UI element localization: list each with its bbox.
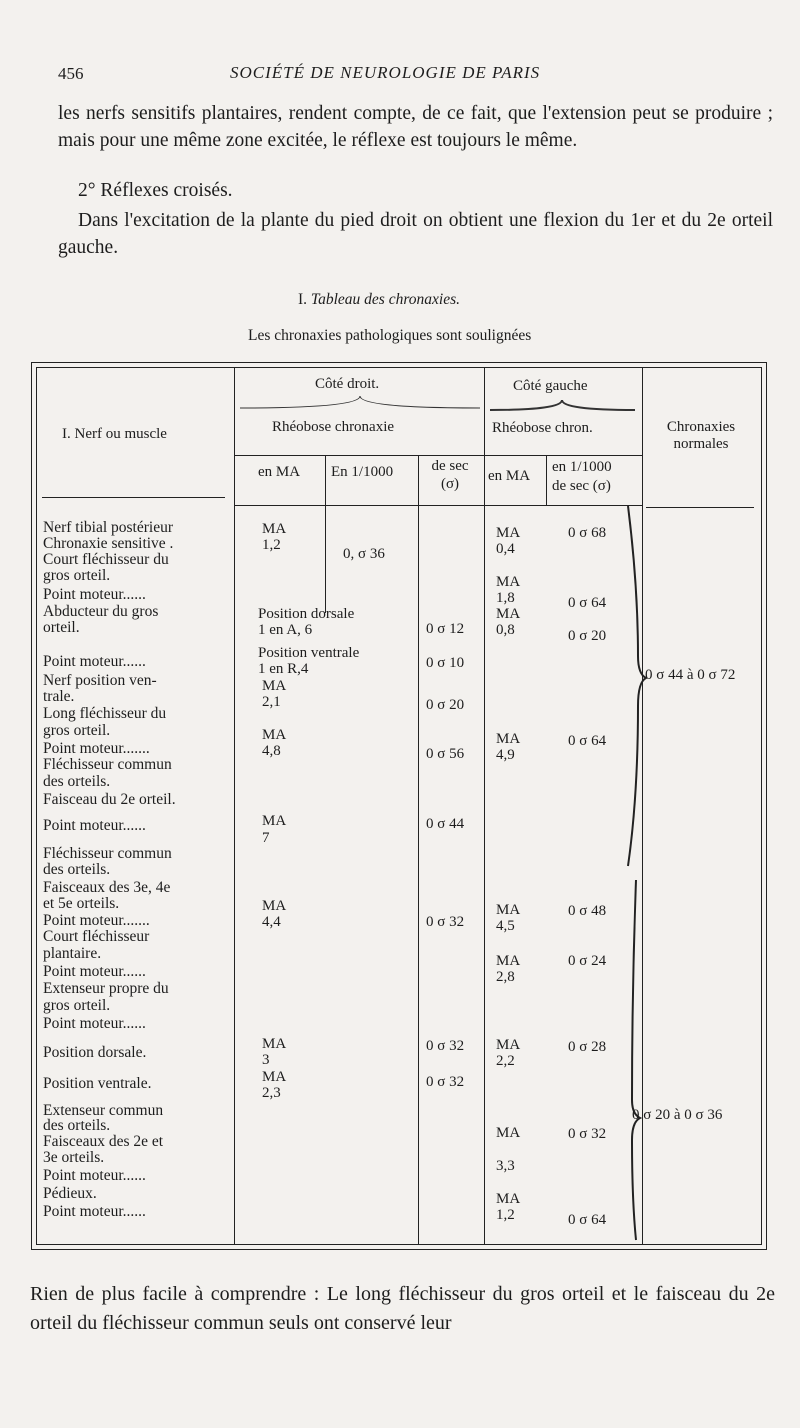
- header-rule: [234, 455, 642, 456]
- gauche-en1000-value: 0 σ 20: [568, 628, 607, 644]
- gauche-ma-value: 3,3: [496, 1158, 515, 1174]
- header-droit-en1000: En 1/1000: [331, 464, 394, 480]
- gauche-ma-value: MA: [496, 574, 521, 590]
- header-rule: [42, 497, 225, 498]
- gauche-ma-value: MA: [496, 953, 521, 969]
- section-heading-reflexes-croises: 2° Réflexes croisés.: [78, 180, 233, 201]
- header-normales: normales: [673, 436, 729, 452]
- droit-sec-value: 0 σ 10: [426, 655, 465, 671]
- muscle-label: Position dorsale.: [43, 1044, 147, 1061]
- header-droit-sec: de sec: [431, 458, 469, 474]
- droit-en1000-cell: 0, σ 36: [343, 546, 385, 562]
- droit-position-text: 1 en R,4: [258, 661, 309, 677]
- droit-ma-value: MA: [262, 521, 287, 537]
- gauche-ma-value: 0,4: [496, 541, 515, 557]
- muscle-label: 3e orteils.: [43, 1149, 105, 1166]
- gauche-ma-value: 2,8: [496, 969, 515, 985]
- muscle-label: gros orteil.: [43, 997, 111, 1014]
- droit-sec-value: 0 σ 32: [426, 914, 465, 930]
- brace-cote-gauche-icon: [490, 398, 635, 414]
- header-nerf-muscle: I. Nerf ou muscle: [62, 426, 167, 442]
- muscle-label: Faisceaux des 2e et: [43, 1133, 164, 1150]
- gauche-en1000-value: 0 σ 32: [568, 1126, 607, 1142]
- header-rheobose-droit: Rhéobose chronaxie: [272, 419, 395, 435]
- header-droit-ma: en MA: [258, 464, 301, 480]
- muscle-label: Court fléchisseur du: [43, 551, 169, 568]
- gauche-en1000-value: 0 σ 48: [568, 903, 607, 919]
- gauche-en1000-value: 0 σ 64: [568, 733, 607, 749]
- droit-ma-value: MA: [262, 1069, 287, 1085]
- header-gauche-en1000: en 1/1000: [552, 459, 612, 475]
- muscle-label: Extenseur propre du: [43, 980, 169, 997]
- gauche-ma-value: MA: [496, 1037, 521, 1053]
- brace-normales-1-icon: [626, 506, 648, 866]
- muscle-label: Point moteur......: [43, 1167, 146, 1184]
- header-droit-sigma: (σ): [440, 476, 460, 492]
- muscle-label: des orteils.: [43, 861, 111, 878]
- col-divider: [325, 455, 326, 613]
- header-cote-droit: Côté droit.: [315, 376, 380, 392]
- droit-ma-value: 2,1: [262, 694, 281, 710]
- table-title: Tableau des chronaxies.: [310, 291, 461, 308]
- muscle-label: Nerf tibial postérieur: [43, 519, 173, 536]
- gauche-ma-value: MA: [496, 1191, 521, 1207]
- droit-sec-value: 0 σ 20: [426, 697, 465, 713]
- gauche-ma-value: 1,2: [496, 1207, 515, 1223]
- page-number: 456: [58, 64, 84, 83]
- gauche-ma-value: MA: [496, 902, 521, 918]
- droit-ma-value: MA: [262, 1036, 287, 1052]
- gauche-en1000-value: 0 σ 64: [568, 1212, 607, 1228]
- gauche-ma-value: 4,5: [496, 918, 515, 934]
- muscle-label: Chronaxie sensitive .: [43, 535, 174, 552]
- droit-position-text: 1 en A, 6: [258, 622, 313, 638]
- footer-paragraph: Rien de plus facile à comprendre : Le long fléchisseur du gros orteil et le faisceau du 2e orteil du fléchisseur commun seuls ont conservé leur: [30, 1283, 775, 1334]
- muscle-label: Point moteur......: [43, 653, 146, 670]
- droit-ma-value: 1,2: [262, 537, 281, 553]
- muscle-label: Pédieux.: [43, 1185, 97, 1202]
- droit-ma-value: 2,3: [262, 1085, 281, 1101]
- droit-ma-value: 7: [262, 830, 270, 846]
- muscle-label: Point moteur......: [43, 817, 146, 834]
- muscle-label: Extenseur commun: [43, 1102, 164, 1119]
- muscle-label: Court fléchisseur: [43, 928, 150, 945]
- col-divider: [418, 455, 419, 1245]
- brace-normales-2-icon: [618, 880, 642, 1240]
- muscle-label: Faisceau du 2e orteil.: [43, 791, 176, 808]
- muscle-label: Faisceaux des 3e, 4e: [43, 879, 171, 896]
- gauche-ma-value: MA: [496, 731, 521, 747]
- droit-ma-value: MA: [262, 678, 287, 694]
- header-cote-gauche: Côté gauche: [513, 378, 588, 394]
- droit-position-text: Position dorsale: [258, 606, 355, 622]
- header-rule: [234, 505, 642, 506]
- droit-ma-value: MA: [262, 727, 287, 743]
- droit-sec-value: 0 σ 32: [426, 1038, 465, 1054]
- droit-position-text: Position ventrale: [258, 645, 360, 661]
- muscle-label: Point moteur......: [43, 1203, 146, 1220]
- header-gauche-de-sec: de sec (σ): [552, 478, 611, 494]
- muscle-label: Position ventrale.: [43, 1075, 152, 1092]
- gauche-ma-value: 2,2: [496, 1053, 515, 1069]
- muscle-label: trale.: [43, 688, 75, 705]
- muscle-label: Long fléchisseur du: [43, 705, 167, 722]
- normales-range-2: 0 σ 20 à 0 σ 36: [632, 1107, 723, 1123]
- muscle-label: Fléchisseur commun: [43, 845, 172, 862]
- droit-ma-value: MA: [262, 813, 287, 829]
- muscle-label: Fléchisseur commun: [43, 756, 172, 773]
- muscle-label: plantaire.: [43, 945, 102, 962]
- header-chronaxies: Chronaxies: [666, 419, 736, 435]
- normales-range-1: 0 σ 44 à 0 σ 72: [645, 667, 736, 683]
- table-subcaption: Les chronaxies pathologiques sont soulignées: [248, 327, 532, 344]
- paragraph-2: Dans l'excitation de la plante du pied droit on obtient une flexion du 1er et du 2e orteil gauche.: [58, 210, 773, 258]
- gauche-en1000-value: 0 σ 68: [568, 525, 607, 541]
- muscle-label: Point moteur......: [43, 586, 146, 603]
- brace-cote-droit-icon: [240, 394, 480, 410]
- table-caption: [298, 291, 460, 309]
- gauche-ma-value: 0,8: [496, 622, 515, 638]
- muscle-label: des orteils.: [43, 1117, 111, 1134]
- col-divider: [484, 367, 485, 1245]
- muscle-label: des orteils.: [43, 773, 111, 790]
- table-number: I.: [298, 291, 308, 308]
- running-title: SOCIÉTÉ DE NEUROLOGIE DE PARIS: [230, 63, 541, 82]
- muscle-label: et 5e orteils.: [43, 895, 120, 912]
- gauche-en1000-value: 0 σ 28: [568, 1039, 607, 1055]
- gauche-ma-value: MA: [496, 1125, 521, 1141]
- droit-sec-value: 0 σ 44: [426, 816, 465, 832]
- muscle-label: Point moteur......: [43, 963, 146, 980]
- gauche-en1000-value: 0 σ 64: [568, 595, 607, 611]
- muscle-label: Abducteur du gros: [43, 603, 159, 620]
- muscle-label: Point moteur.......: [43, 740, 150, 757]
- gauche-ma-value: MA: [496, 606, 521, 622]
- muscle-label: gros orteil.: [43, 722, 111, 739]
- col-divider: [546, 455, 547, 505]
- droit-ma-value: 4,4: [262, 914, 281, 930]
- droit-ma-value: MA: [262, 898, 287, 914]
- droit-ma-value: 4,8: [262, 743, 281, 759]
- muscle-label: Point moteur.......: [43, 912, 150, 929]
- gauche-ma-value: 4,9: [496, 747, 515, 763]
- header-rheobose-gauche: Rhéobose chron.: [492, 420, 593, 436]
- paragraph-1: les nerfs sensitifs plantaires, rendent compte, de ce fait, que l'extension peut se produire ; mais pour une même zone excitée, le réflexe est toujours le même.: [58, 103, 773, 151]
- col-divider: [234, 367, 235, 1245]
- muscle-label: Point moteur......: [43, 1015, 146, 1032]
- gauche-ma-value: 1,8: [496, 590, 515, 606]
- muscle-label: gros orteil.: [43, 567, 111, 584]
- header-gauche-ma: en MA: [488, 468, 531, 484]
- muscle-label: Nerf position ven-: [43, 672, 157, 689]
- gauche-ma-value: MA: [496, 525, 521, 541]
- droit-sec-value: 0 σ 56: [426, 746, 465, 762]
- muscle-label: orteil.: [43, 619, 80, 636]
- header-rule: [646, 507, 754, 508]
- gauche-en1000-value: 0 σ 24: [568, 953, 607, 969]
- droit-sec-value: 0 σ 12: [426, 621, 465, 637]
- droit-ma-value: 3: [262, 1052, 270, 1068]
- droit-sec-value: 0 σ 32: [426, 1074, 465, 1090]
